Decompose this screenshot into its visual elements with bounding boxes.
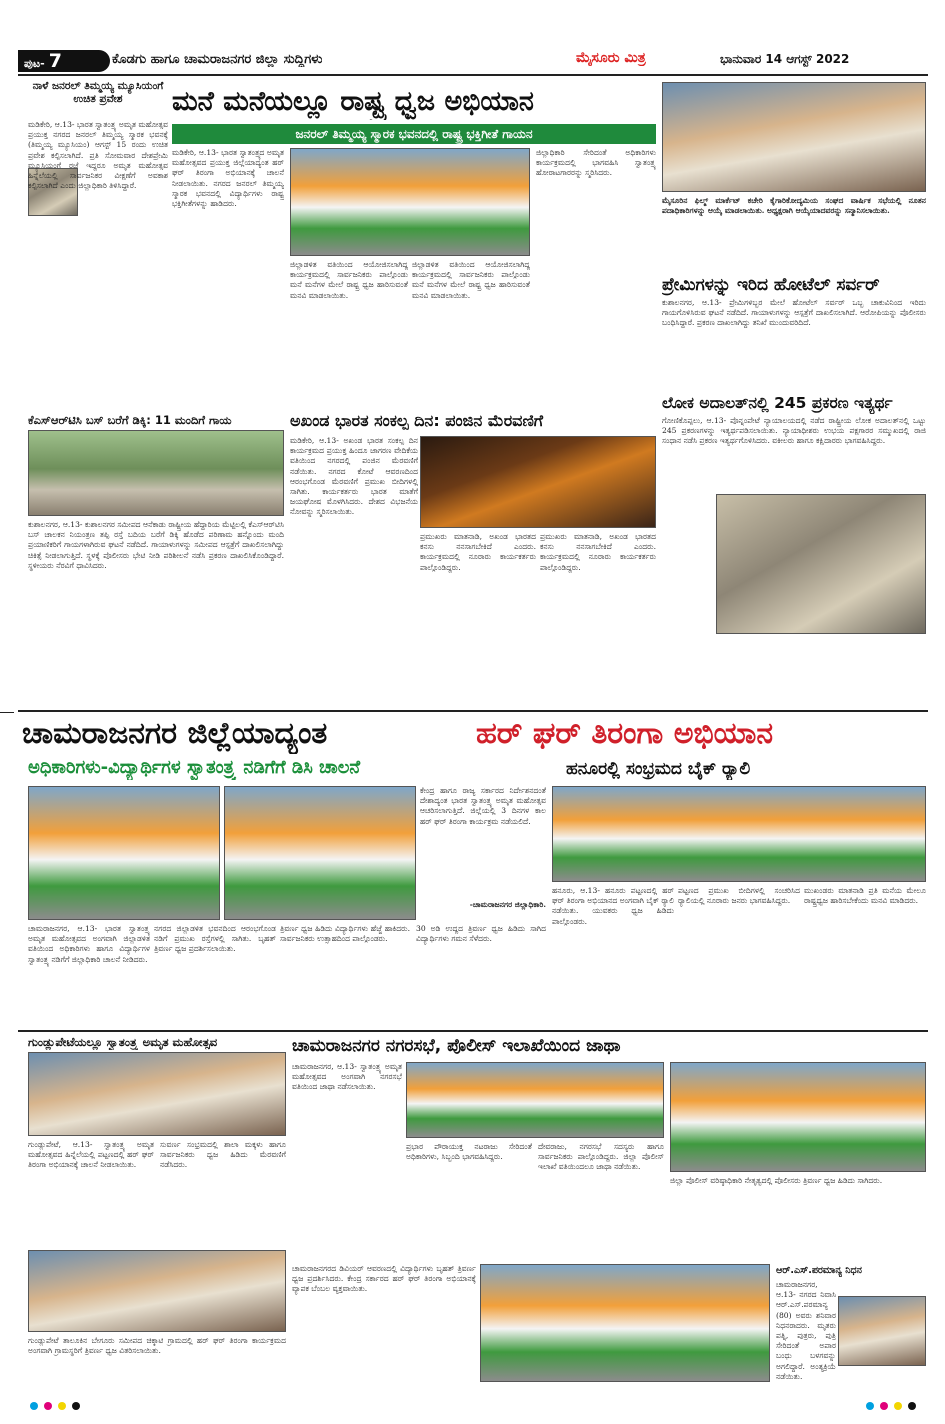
hotel-body: ಕುಶಾಲನಗರ, ಆ.13- ಪ್ರೇಮಿಗಳಿಬ್ಬರ ಮೇಲೆ ಹೋಟೆಲ್ ಸರ್ವರ್ ಒಬ್ಬ ಚಾಕುವಿನಿಂದ ಇರಿದು ಗಾಯಗೊಳಿಸಿರುವ ಘಟನೆ ನಡೆದಿದೆ. ಗಾಯಾಳುಗಳನ್ನು ಆಸ್ಪತ್ರೆಗೆ ದಾಖಲಿಸಲಾಗಿದೆ. ಆರೋಪಿಯನ್ನು ಪೊಲೀಸರು ಬಂಧಿಸಿದ್ದಾರೆ. ಪ್ರಕರಣ ದಾಖಲಾಗಿದ್ದು ತನಿಖೆ ಮುಂದುವರಿದಿದೆ.: [662, 298, 926, 328]
page-number: 7: [48, 50, 62, 72]
akhanda-body-3: ಪ್ರಮುಖರು ಮಾತನಾಡಿ, ಅಖಂಡ ಭಾರತದ ಕನಸು ನನಸಾಗಬೇಕಿದೆ ಎಂದರು. ಕಾರ್ಯಕ್ರಮದಲ್ಲಿ ನೂರಾರು ಕಾರ್ಯಕರ್ತರು ಪಾಲ್ಗೊಂಡಿದ್ದರು.: [540, 532, 656, 572]
color-registration-dot: [44, 1402, 52, 1410]
section-rule-2: [18, 1030, 928, 1032]
bus-photo: [28, 430, 284, 516]
hotel-headline: ಪ್ರೇಮಿಗಳನ್ನು ಇರಿದ ಹೋಟೆಲ್ ಸರ್ವರ್: [662, 275, 880, 295]
nagarasabhe-col2: ಪ್ರಭಾರ ಪೌರಾಯುಕ್ತ ನಟರಾಜು ಸೇರಿದಂತೆ ಅಧಿಕಾರಿಗಳು, ಸಿಬ್ಬಂದಿ ಭಾಗವಹಿಸಿದ್ದರು.: [406, 1142, 532, 1162]
hanur-col1: ಹನೂರು, ಆ.13- ಹನೂರು ಪಟ್ಟಣದಲ್ಲಿ ಹರ್ ಘರ್ ತಿರಂಗಾ ಅಭಿಯಾನದ ಅಂಗವಾಗಿ ಬೈಕ್ ರ್‍ಯಾಲಿ ನಡೆಯಿತು. ಯುವಕರು ಧ್ವಜ ಹಿಡಿದು ಪಾಲ್ಗೊಂಡರು.: [552, 886, 674, 926]
color-registration-dot: [58, 1402, 66, 1410]
museum-body: ಮಡಿಕೇರಿ, ಆ.13- ಭಾರತ ಸ್ವಾತಂತ್ರ್ಯ ಅಮೃತ ಮಹೋತ್ಸವ ಪ್ರಯುಕ್ತ ನಗರದ ಜನರಲ್ ತಿಮ್ಮಯ್ಯ ಸ್ಮಾರಕ ಭವನಕ್ಕೆ (ತಿಮ್ಮಯ್ಯ ಮ್ಯೂಸಿಯಂ) ಆಗಸ್ಟ್ 15 ರಂದು ಉಚಿತ ಪ್ರವೇಶ ಕಲ್ಪಿಸಲಾಗಿದೆ. ಪ್ರತಿ ಸೋಮವಾರ ದೇಶಪ್ರೇಮಿ ಮ್ಯೂಸಿಯಂಗೆ ರಜೆ ಇದ್ದರೂ ಅಮೃತ ಮಹೋತ್ಸವ ಹಿನ್ನೆಲೆಯಲ್ಲಿ ಸಾರ್ವಜನಿಕರ ವೀಕ್ಷಣೆಗೆ ಅವಕಾಶ ಕಲ್ಪಿಸಲಾಗಿದೆ ಎಂದು ಜಿಲ್ಲಾಧಿಕಾರಿ ತಿಳಿಸಿದ್ದಾರೆ.: [28, 120, 168, 191]
color-registration-dot: [866, 1402, 874, 1410]
obituary-photo: [838, 1296, 926, 1366]
main-headline: ಮನೆ ಮನೆಯಲ್ಲೂ ರಾಷ್ಟ್ರ ಧ್ವಜ ಅಭಿಯಾನ: [172, 86, 534, 117]
page-number-tag: [18, 50, 110, 72]
akhanda-body: ಮಡಿಕೇರಿ, ಆ.13- ಅಖಂಡ ಭಾರತ ಸಂಕಲ್ಪ ದಿನ ಕಾರ್ಯಕ್ರಮದ ಪ್ರಯುಕ್ತ ಹಿಂದೂ ಜಾಗರಣ ವೇದಿಕೆಯ ವತಿಯಿಂದ ನಗರದಲ್ಲಿ ಪಂಜಿನ ಮೆರವಣಿಗೆ ನಡೆಯಿತು. ನಗರದ ಕೋಟೆ ಆವರಣದಿಂದ ಆರಂಭಗೊಂಡ ಮೆರವಣಿಗೆ ಪ್ರಮುಖ ಬೀದಿಗಳಲ್ಲಿ ಸಾಗಿತು. ಕಾರ್ಯಕರ್ತರು ಭಾರತ ಮಾತೆಗೆ ಜಯಘೋಷ ಮೊಳಗಿಸಿದರು. ದೇಶದ ವಿಭಜನೆಯ ನೋವನ್ನು ಸ್ಮರಿಸಲಾಯಿತು.: [290, 436, 418, 517]
walk-col1: ಚಾಮರಾಜನಗರ, ಆ.13- ಭಾರತ ಸ್ವಾತಂತ್ರ್ಯ ಅಮೃತ ಮಹೋತ್ಸವದ ಅಂಗವಾಗಿ ಜಿಲ್ಲಾಡಳಿತ ವತಿಯಿಂದ ಅಧಿಕಾರಿಗಳು ಹಾಗೂ ವಿದ್ಯಾರ್ಥಿಗಳ ಸ್ವಾತಂತ್ರ್ಯ ನಡಿಗೆಗೆ ಜಿಲ್ಲಾಧಿಕಾರಿ ಚಾಲನೆ ನೀಡಿದರು.: [28, 924, 150, 964]
dc-credit: -ಚಾಮರಾಜನಗರ ಜಿಲ್ಲಾಧಿಕಾರಿ.: [469, 900, 546, 909]
hanur-col2: ಪಟ್ಟಣದ ಪ್ರಮುಖ ಬೀದಿಗಳಲ್ಲಿ ಸಂಚರಿಸಿದ ರ್‍ಯಾಲಿಯಲ್ಲಿ ನೂರಾರು ಜನರು ಭಾಗವಹಿಸಿದ್ದರು.: [678, 886, 800, 906]
color-registration-dot: [894, 1402, 902, 1410]
main-body-col2: ಜಿಲ್ಲಾಡಳಿತ ವತಿಯಿಂದ ಆಯೋಜಿಸಲಾಗಿದ್ದ ಕಾರ್ಯಕ್ರಮದಲ್ಲಿ ಸಾರ್ವಜನಿಕರು ಪಾಲ್ಗೊಂಡು ಮನೆ ಮನೆಗಳ ಮೇಲೆ ರಾಷ್ಟ್ರ ಧ್ವಜ ಹಾರಿಸುವಂತೆ ಮನವಿ ಮಾಡಲಾಯಿತು.: [290, 260, 408, 300]
color-registration-dot: [30, 1402, 38, 1410]
section-rule: [18, 710, 928, 712]
obituary-headline: ಆರ್.ಎಸ್.ಪರಮಾನ್ಯ ನಿಧನ: [776, 1265, 862, 1276]
crop-mark: [0, 712, 14, 713]
gundlupet-headline: ಗುಂಡ್ಲುಪೇಟೆಯಲ್ಲೂ ಸ್ವಾತಂತ್ರ್ಯ ಅಮೃತ ಮಹೋತ್ಸವ: [28, 1035, 218, 1049]
police-jatha-photo: [670, 1062, 926, 1172]
header-rule: [18, 74, 928, 76]
dropcap-para: ಕೇಂದ್ರ ಹಾಗೂ ರಾಜ್ಯ ಸರ್ಕಾರದ ನಿರ್ದೇಶನದಂತೆ ದೇಶಾದ್ಯಂತ ಭಾರತ ಸ್ವಾತಂತ್ರ್ಯ ಅಮೃತ ಮಹೋತ್ಸವ ಆಚರಿಸಲಾಗುತ್ತಿದೆ. ಜಿಲ್ಲೆಯಲ್ಲಿ 3 ದಿನಗಳ ಕಾಲ ಹರ್ ಘರ್ ತಿರಂಗಾ ಕಾರ್ಯಕ್ರಮ ನಡೆಯಲಿದೆ.: [420, 786, 546, 826]
hanur-subhead: ಹನೂರಲ್ಲಿ ಸಂಭ್ರಮದ ಬೈಕ್ ರ್‍ಯಾಲಿ: [566, 759, 751, 779]
nagarasabhe-col3: ದೇವರಾಜು, ನಗರಸಭೆ ಸದಸ್ಯರು ಹಾಗೂ ಸಾರ್ವಜನಿಕರು ಪಾಲ್ಗೊಂಡಿದ್ದರು. ಜಿಲ್ಲಾ ಪೊಲೀಸ್ ಇಲಾಖೆ ವತಿಯಿಂದಲೂ ಜಾಥಾ ನಡೆಯಿತು.: [538, 1142, 664, 1172]
bus-headline: ಕೆಎಸ್‌ಆರ್‌ಟಿಸಿ ಬಸ್ ಬರೆಗೆ ಡಿಕ್ಕಿ: 11 ಮಂದಿಗೆ ಗಾಯ: [28, 413, 232, 427]
museum-headline: ನಾಳೆ ಜನರಲ್ ತಿಮ್ಮಯ್ಯ ಮ್ಯೂಸಿಯಂಗೆ ಉಚಿತ ಪ್ರವೇಶ: [32, 80, 164, 105]
lok-adalat-body: ಗೋಣಿಕೊಪ್ಪಲು, ಆ.13- ಪೊನ್ನಂಪೇಟೆ ನ್ಯಾಯಾಲಯದಲ್ಲಿ ನಡೆದ ರಾಷ್ಟ್ರೀಯ ಲೋಕ ಅದಾಲತ್‌ನಲ್ಲಿ ಒಟ್ಟು 245 ಪ್ರಕರಣಗಳನ್ನು ಇತ್ಯರ್ಥಪಡಿಸಲಾಯಿತು. ನ್ಯಾಯಾಧೀಶರು ಉಭಯ ಪಕ್ಷಗಾರರ ಸಮ್ಮುಖದಲ್ಲಿ ರಾಜಿ ಸಂಧಾನ ನಡೆಸಿ ಪ್ರಕರಣ ಇತ್ಯರ್ಥಗೊಳಿಸಿದರು. ವಕೀಲರು ಹಾಗೂ ಕಕ್ಷಿದಾರರು ಭಾಗವಹಿಸಿದ್ದರು.: [662, 416, 926, 446]
dc-walk-subhead: ಅಧಿಕಾರಿಗಳು-ವಿದ್ಯಾರ್ಥಿಗಳ ಸ್ವಾತಂತ್ರ್ಯ ನಡಿಗೆಗೆ ಡಿಸಿ ಚಾಲನೆ: [28, 757, 361, 778]
akhanda-body-2: ಪ್ರಮುಖರು ಮಾತನಾಡಿ, ಅಖಂಡ ಭಾರತದ ಕನಸು ನನಸಾಗಬೇಕಿದೆ ಎಂದರು. ಕಾರ್ಯಕ್ರಮದಲ್ಲಿ ನೂರಾರು ಕಾರ್ಯಕರ್ತರು ಪಾಲ್ಗೊಂಡಿದ್ದರು.: [420, 532, 536, 572]
torch-procession-photo: [420, 436, 656, 528]
page-label: ಪುಟ-: [24, 57, 45, 70]
nagarasabhe-headline: ಚಾಮರಾಜನಗರ ನಗರಸಭೆ, ಪೊಲೀಸ್ ಇಲಾಖೆಯಿಂದ ಜಾಥಾ: [292, 1036, 621, 1056]
main-body-col2b: ಜಿಲ್ಲಾಡಳಿತ ವತಿಯಿಂದ ಆಯೋಜಿಸಲಾಗಿದ್ದ ಕಾರ್ಯಕ್ರಮದಲ್ಲಿ ಸಾರ್ವಜನಿಕರು ಪಾಲ್ಗೊಂಡು ಮನೆ ಮನೆಗಳ ಮೇಲೆ ರಾಷ್ಟ್ರ ಧ್ವಜ ಹಾರಿಸುವಂತೆ ಮನವಿ ಮಾಡಲಾಯಿತು.: [412, 260, 530, 300]
nagarasabhe-photo: [406, 1062, 664, 1138]
bike-rally-photo: [552, 786, 926, 882]
award-body: ಮೈಸೂರಿನ ಫಿಲ್ಮ್ ಮಾರ್ಕೆಟ್ ಕಚೇರಿ ಕೈಗಾರಿಕೋದ್ಯಮಿಯ ಸಂಘದ ವಾರ್ಷಿಕ ಸಭೆಯಲ್ಲಿ ನೂತನ ಪದಾಧಿಕಾರಿಗಳನ್ನು ಆಯ್ಕೆ ಮಾಡಲಾಯಿತು. ಅಧ್ಯಕ್ಷರಾಗಿ ಆಯ್ಕೆಯಾದವರನ್ನು ಸನ್ಮಾನಿಸಲಾಯಿತು.: [662, 196, 926, 216]
color-registration-dot: [72, 1402, 80, 1410]
gundlupet-photo: [28, 1052, 286, 1136]
walk-col4: 30 ಅಡಿ ಉದ್ದದ ತ್ರಿವರ್ಣ ಧ್ವಜ ಹಿಡಿದು ಸಾಗಿದ ವಿದ್ಯಾರ್ಥಿಗಳು ಗಮನ ಸೆಳೆದರು.: [416, 924, 546, 944]
akhanda-headline: ಅಖಂಡ ಭಾರತ ಸಂಕಲ್ಪ ದಿನ: ಪಂಜಿನ ಮೆರವಣಿಗೆ: [290, 411, 544, 430]
main-body-col3: ಜಿಲ್ಲಾಧಿಕಾರಿ ಸೇರಿದಂತೆ ಅಧಿಕಾರಿಗಳು ಕಾರ್ಯಕ್ರಮದಲ್ಲಿ ಭಾಗವಹಿಸಿ ಸ್ವಾತಂತ್ರ್ಯ ಹೋರಾಟಗಾರರನ್ನು ಸ್ಮರಿಸಿದರು.: [536, 148, 656, 178]
issue-date: ಭಾನುವಾರ 14 ಆಗಸ್ಟ್ 2022: [720, 52, 850, 66]
chikkati-photo: [28, 1250, 286, 1332]
paper-name: ಮೈಸೂರು ಮಿತ್ರ: [576, 50, 646, 66]
walk-col3: ತ್ರಿವರ್ಣ ಧ್ವಜ ಹಿಡಿದು ವಿದ್ಯಾರ್ಥಿಗಳು ಹೆಜ್ಜೆ ಹಾಕಿದರು. ಸಾರ್ವಜನಿಕರು ಉತ್ಸಾಹದಿಂದ ಪಾಲ್ಗೊಂಡರು.: [280, 924, 410, 944]
bus-body: ಕುಶಾಲನಗರ, ಆ.13- ಕುಶಾಲನಗರ ಸಮೀಪದ ಆನೆಕಾಡು ರಾಷ್ಟ್ರೀಯ ಹೆದ್ದಾರಿಯ ಮೆಟ್ಟಿಲಲ್ಲಿ ಕೆಎಸ್‌ಆರ್‌ಟಿಸಿ ಬಸ್ ಚಾಲಕನ ನಿಯಂತ್ರಣ ತಪ್ಪಿ ರಸ್ತೆ ಬದಿಯ ಬರೆಗೆ ಡಿಕ್ಕಿ ಹೊಡೆದ ಪರಿಣಾಮ ಹನ್ನೊಂದು ಮಂದಿ ಪ್ರಯಾಣಿಕರಿಗೆ ಗಾಯಗಳಾಗಿರುವ ಘಟನೆ ನಡೆದಿದೆ. ಗಾಯಾಳುಗಳನ್ನು ಸಮೀಪದ ಆಸ್ಪತ್ರೆಗೆ ದಾಖಲಿಸಲಾಗಿದ್ದು ಚಿಕಿತ್ಸೆ ನೀಡಲಾಗುತ್ತಿದೆ. ಸ್ಥಳಕ್ಕೆ ಪೊಲೀಸರು ಭೇಟಿ ನೀಡಿ ಪರಿಶೀಲನೆ ನಡೆಸಿ ಪ್ರಕರಣ ದಾಖಲಿಸಿಕೊಂಡಿದ್ದಾರೆ. ಸ್ಥಳೀಯರು ನೆರವಿಗೆ ಧಾವಿಸಿದರು.: [28, 520, 284, 570]
lok-adalat-headline: ಲೋಕ ಅದಾಲತ್‌ನಲ್ಲಿ 245 ಪ್ರಕರಣ ಇತ್ಯರ್ಥ: [662, 394, 893, 412]
main-subhead: ಜನರಲ್ ತಿಮ್ಮಯ್ಯ ಸ್ಮಾರಕ ಭವನದಲ್ಲಿ ರಾಷ್ಟ್ರ ಭಕ್ತಿಗೀತೆ ಗಾಯನ: [172, 124, 656, 144]
gundlupet-col1: ಗುಂಡ್ಲುಪೇಟೆ, ಆ.13- ಸ್ವಾತಂತ್ರ್ಯ ಅಮೃತ ಮಹೋತ್ಸವದ ಹಿನ್ನೆಲೆಯಲ್ಲಿ ಪಟ್ಟಣದಲ್ಲಿ ಹರ್ ಘರ್ ತಿರಂಗಾ ಅಭಿಯಾನಕ್ಕೆ ಚಾಲನೆ ನೀಡಲಾಯಿತು.: [28, 1140, 154, 1170]
students-flag-photo: [480, 1264, 770, 1382]
color-registration-dot: [880, 1402, 888, 1410]
walk-photo-1: [28, 786, 220, 920]
chamarajanagar-headline: ಚಾಮರಾಜನಗರ ಜಿಲ್ಲೆಯಾದ್ಯಂತ: [22, 716, 328, 751]
nagarasabhe-col1: ಚಾಮರಾಜನಗರ, ಆ.13- ಸ್ವಾತಂತ್ರ್ಯ ಅಮೃತ ಮಹೋತ್ಸವದ ಅಂಗವಾಗಿ ನಗರಸಭೆ ವತಿಯಿಂದ ಜಾಥಾ ನಡೆಸಲಾಯಿತು.: [292, 1062, 402, 1092]
hanur-col3: ಮುಖಂಡರು ಮಾತನಾಡಿ ಪ್ರತಿ ಮನೆಯ ಮೇಲೂ ರಾಷ್ಟ್ರಧ್ವಜ ಹಾರಿಸಬೇಕೆಂದು ಮನವಿ ಮಾಡಿದರು.: [804, 886, 926, 906]
obituary-body: ಚಾಮರಾಜನಗರ, ಆ.13- ನಗರದ ನಿವಾಸಿ ಆರ್.ಎಸ್.ಪರಮಾನ್ಯ (80) ಅವರು ಶನಿವಾರ ನಿಧನರಾದರು. ಮೃತರು ಪತ್ನಿ, ಪುತ್ರರು, ಪುತ್ರಿ ಸೇರಿದಂತೆ ಅಪಾರ ಬಂಧು ಬಳಗವನ್ನು ಅಗಲಿದ್ದಾರೆ. ಅಂತ್ಯಕ್ರಿಯೆ ನಡೆಯಿತು.: [776, 1280, 836, 1380]
section-title: ಕೊಡಗು ಹಾಗೂ ಚಾಮರಾಜನಗರ ಜಿಲ್ಲಾ ಸುದ್ದಿಗಳು: [112, 52, 323, 67]
color-registration-dot: [908, 1402, 916, 1410]
har-ghar-headline: ಹರ್ ಘರ್ ತಿರಂಗಾ ಅಭಿಯಾನ: [476, 716, 774, 751]
gundlupet-col2: ಸುವರ್ಣ ಸಂಭ್ರಮದಲ್ಲಿ ಶಾಲಾ ಮಕ್ಕಳು ಹಾಗೂ ಸಾರ್ವಜನಿಕರು ಧ್ವಜ ಹಿಡಿದು ಮೆರವಣಿಗೆ ನಡೆಸಿದರು.: [160, 1140, 286, 1170]
nagarasabhe-col4: ಜಿಲ್ಲಾ ಪೊಲೀಸ್ ವರಿಷ್ಠಾಧಿಕಾರಿ ನೇತೃತ್ವದಲ್ಲಿ ಪೊಲೀಸರು ತ್ರಿವರ್ಣ ಧ್ವಜ ಹಿಡಿದು ಸಾಗಿದರು.: [670, 1176, 883, 1185]
main-body-col1: ಮಡಿಕೇರಿ, ಆ.13- ಭಾರತ ಸ್ವಾತಂತ್ರ್ಯದ ಅಮೃತ ಮಹೋತ್ಸವದ ಪ್ರಯುಕ್ತ ಜಿಲ್ಲೆಯಾದ್ಯಂತ ಹರ್ ಘರ್ ತಿರಂಗಾ ಅಭಿಯಾನಕ್ಕೆ ಚಾಲನೆ ನೀಡಲಾಯಿತು. ನಗರದ ಜನರಲ್ ತಿಮ್ಮಯ್ಯ ಸ್ಮಾರಕ ಭವನದಲ್ಲಿ ವಿದ್ಯಾರ್ಥಿಗಳು ರಾಷ್ಟ್ರ ಭಕ್ತಿಗೀತೆಗಳನ್ನು ಹಾಡಿದರು.: [172, 148, 284, 209]
walk-col2: ನಗರದ ಜಿಲ್ಲಾಡಳಿತ ಭವನದಿಂದ ಆರಂಭಗೊಂಡ ನಡಿಗೆ ಪ್ರಮುಖ ರಸ್ತೆಗಳಲ್ಲಿ ಸಾಗಿತು. ಬೃಹತ್ ತ್ರಿವರ್ಣ ಧ್ವಜ ಪ್ರದರ್ಶಿಸಲಾಯಿತು.: [154, 924, 276, 954]
chikkati-caption: ಗುಂಡ್ಲುಪೇಟೆ ತಾಲೂಕಿನ ಬೇಗೂರು ಸಮೀಪದ ಚಿಕ್ಕಾಟಿ ಗ್ರಾಮದಲ್ಲಿ ಹರ್ ಘರ್ ತಿರಂಗಾ ಕಾರ್ಯಕ್ರಮದ ಅಂಗವಾಗಿ ಗ್ರಾಮಸ್ಥರಿಗೆ ತ್ರಿವರ್ಣ ಧ್ವಜ ವಿತರಿಸಲಾಯಿತು.: [28, 1336, 286, 1356]
award-photo: [662, 82, 926, 192]
walk-photo-2: [224, 786, 416, 920]
students-flag-text: ಚಾಮರಾಜನಗರದ ಡಿವಿಯರ್ ಆವರಣದಲ್ಲಿ ವಿದ್ಯಾರ್ಥಿಗಳು ಬೃಹತ್ ತ್ರಿವರ್ಣ ಧ್ವಜ ಪ್ರದರ್ಶಿಸಿದರು. ಕೇಂದ್ರ ಸರ್ಕಾರದ ಹರ್ ಘರ್ ತಿರಂಗಾ ಅಭಿಯಾನಕ್ಕೆ ವ್ಯಾಪಕ ಬೆಂಬಲ ವ್ಯಕ್ತವಾಯಿತು.: [292, 1264, 476, 1294]
main-photo: [290, 148, 530, 256]
